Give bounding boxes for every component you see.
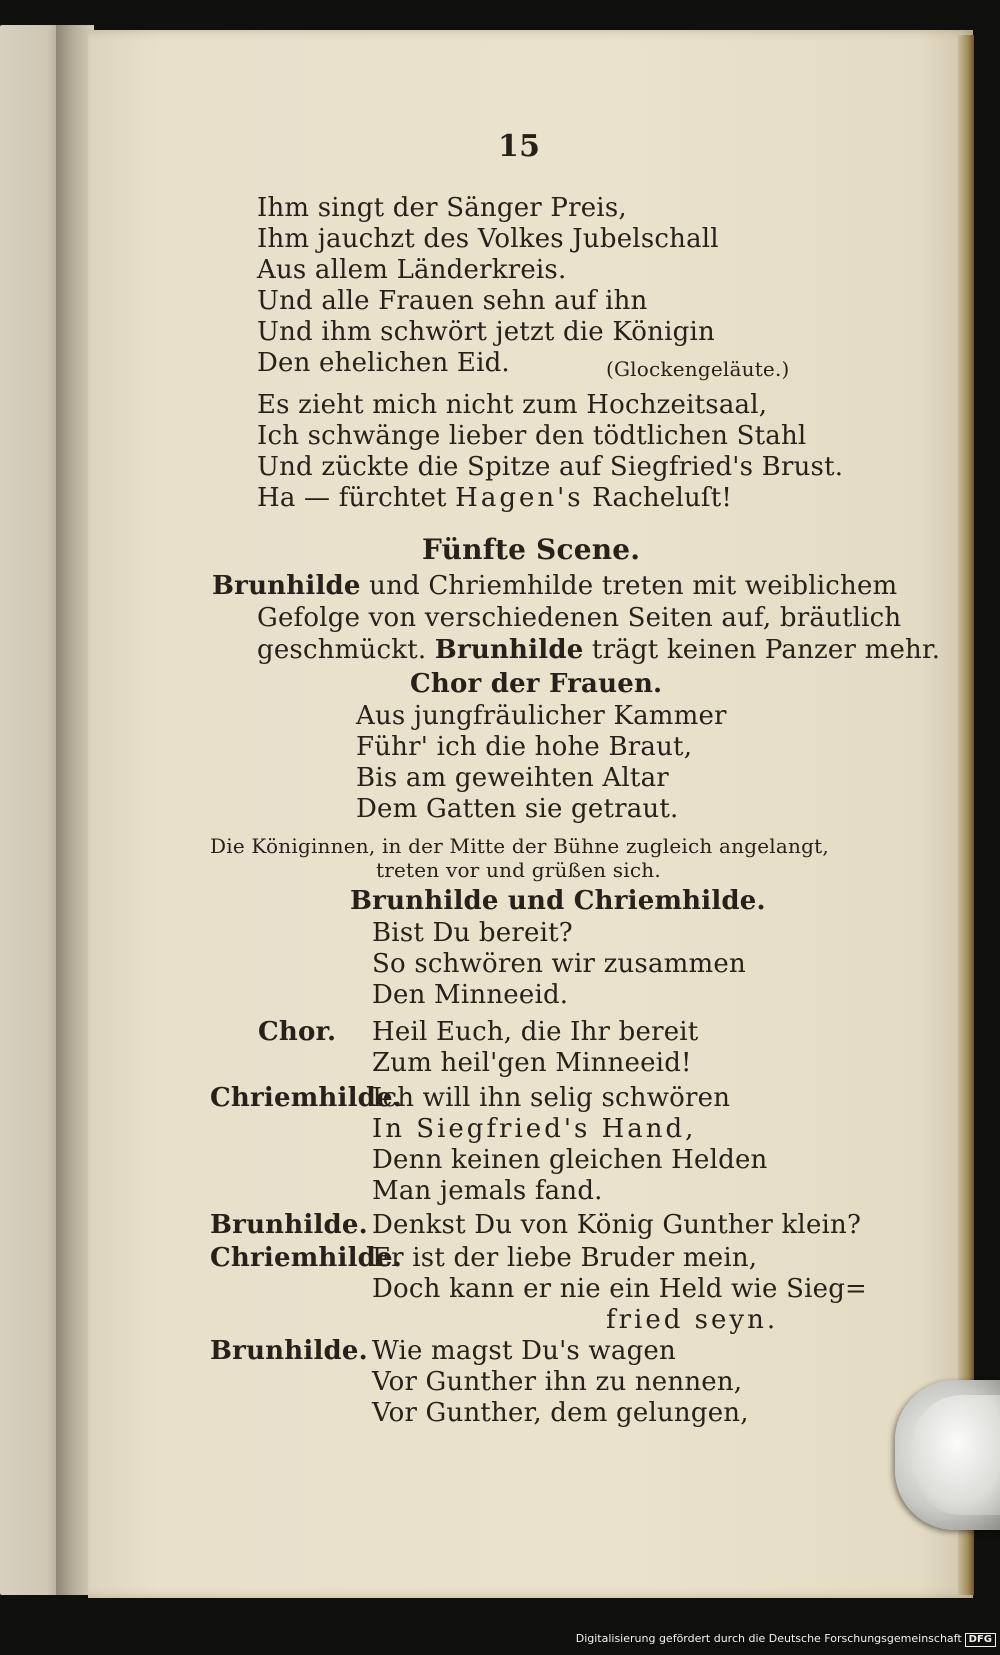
duet-line: Bist Du bereit?: [372, 918, 573, 948]
character-name: Brunhilde: [434, 635, 584, 665]
verse-text: Ha — fürchtet: [257, 483, 456, 513]
duet-line: Den Minneeid.: [372, 980, 569, 1010]
digitization-credit: [576, 1632, 996, 1647]
page-clip-highlight: [912, 1395, 1000, 1515]
dialogue-line: Er ist der liebe Bruder mein,: [372, 1243, 758, 1273]
direction-text: geschmückt.: [257, 635, 435, 665]
chorus-line: Aus jungfräulicher Kammer: [356, 701, 727, 731]
verse-line: [257, 483, 732, 513]
page-edge: [958, 35, 974, 1595]
stage-note-bells: (Glockengeläute.): [606, 357, 790, 381]
verse-line: Es zieht mich nicht zum Hochzeitsaal,: [257, 390, 768, 420]
verse-line: Ihm jauchzt des Volkes Jubelschall: [257, 224, 719, 254]
verse-line: Und ihm schwört jetzt die Königin: [257, 317, 715, 347]
speaker-label: Brunhilde.: [210, 1336, 368, 1366]
speaker-label: Chor.: [258, 1017, 337, 1047]
dialogue-line: Ich will ihn selig schwören: [372, 1083, 731, 1113]
dialogue-line: Man jemals fand.: [372, 1176, 603, 1206]
stage-direction-line: [212, 571, 897, 601]
speaker-label: Chriemhilde.: [210, 1083, 403, 1113]
verse-line: Ihm singt der Sänger Preis,: [257, 193, 627, 223]
dialogue-line: Denn keinen gleichen Helden: [372, 1145, 768, 1175]
dialogue-line: Denkst Du von König Gunther klein?: [372, 1210, 862, 1240]
verse-line: Und zückte die Spitze auf Siegfried's Brust.: [257, 452, 844, 482]
scene-title: Fünfte Scene.: [422, 533, 641, 566]
chorus-line: Bis am geweihten Altar: [356, 763, 669, 793]
stage-note-queens: Die Königinnen, in der Mitte der Bühne zugleich angelangt,: [210, 834, 829, 858]
dialogue-line: Heil Euch, die Ihr bereit: [372, 1017, 699, 1047]
dfg-logo: DFG: [965, 1633, 996, 1647]
dialogue-line: Doch kann er nie ein Held wie Sieg=: [372, 1274, 868, 1304]
stage-direction-line: Gefolge von verschiedenen Seiten auf, bräutlich: [257, 603, 902, 633]
speaker-label: Brunhilde.: [210, 1210, 368, 1240]
character-name: Brunhilde: [212, 571, 361, 601]
page-number: 15: [498, 129, 541, 164]
dialogue-text: fried seyn.: [606, 1305, 779, 1335]
dialogue-line: Zum heil'gen Minneeid!: [372, 1048, 692, 1078]
verse-line: Den ehelichen Eid.: [257, 348, 510, 378]
direction-text: und Chriemhilde treten mit weiblichem: [360, 571, 898, 601]
verse-line: Ich schwänge lieber den tödtlichen Stahl: [257, 421, 807, 451]
chorus-line: Führ' ich die hohe Braut,: [356, 732, 693, 762]
chorus-heading: Chor der Frauen.: [410, 669, 663, 699]
duet-heading: Brunhilde und Chriemhilde.: [350, 886, 766, 916]
dialogue-line: Vor Gunther ihn zu nennen,: [372, 1367, 743, 1397]
chorus-line: Dem Gatten sie getraut.: [356, 794, 679, 824]
verse-line: Aus allem Länderkreis.: [257, 255, 567, 285]
dialogue-line: [606, 1305, 778, 1335]
direction-text: trägt keinen Panzer mehr.: [583, 635, 941, 665]
verse-line: Und alle Frauen sehn auf ihn: [257, 286, 648, 316]
stage-direction-line: [257, 635, 940, 665]
credit-text: Digitalisierung gefördert durch die Deutsche Forschungsgemeinschaft: [575, 1632, 962, 1645]
duet-line: So schwören wir zusammen: [372, 949, 746, 979]
dialogue-text: In Siegfried's Hand,: [372, 1114, 697, 1144]
speaker-label: Chriemhilde.: [210, 1243, 403, 1273]
verse-text: Racheluſt!: [583, 483, 733, 513]
dialogue-line: Wie magst Du's wagen: [372, 1336, 676, 1366]
character-name: Hagen's: [455, 483, 584, 513]
stage-note-queens: treten vor und grüßen sich.: [376, 858, 661, 882]
dialogue-line: Vor Gunther, dem gelungen,: [372, 1398, 749, 1428]
dialogue-line: [372, 1114, 696, 1144]
